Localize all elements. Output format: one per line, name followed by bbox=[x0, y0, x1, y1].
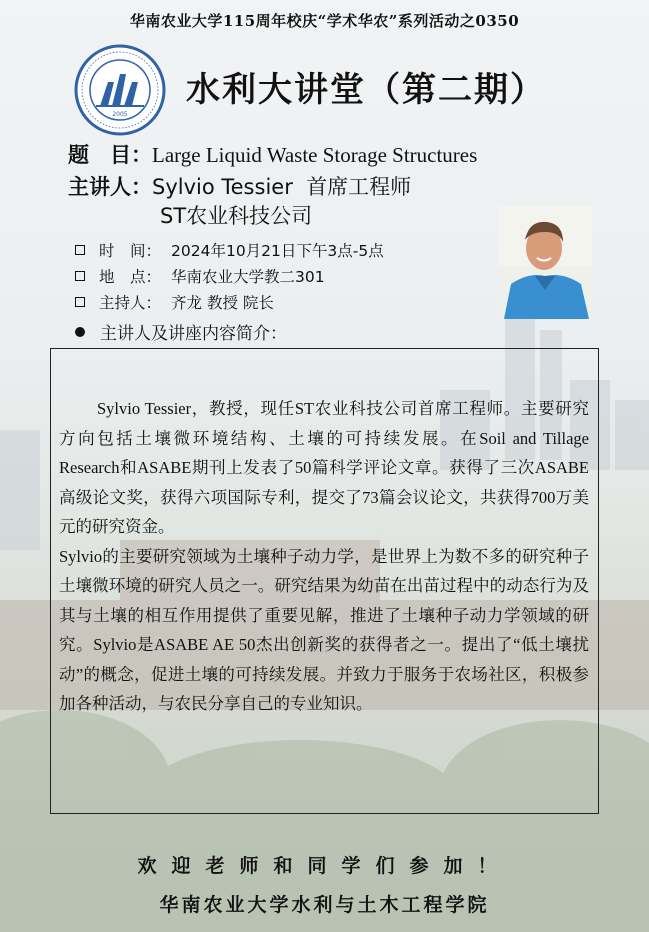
host-row bbox=[75, 291, 274, 313]
intro-heading: 主讲人及讲座内容简介： bbox=[100, 324, 287, 344]
speaker-label: 主讲人： bbox=[68, 175, 152, 199]
host-value: 齐龙 教授 院长 bbox=[171, 294, 274, 312]
speaker-bio bbox=[59, 394, 589, 719]
host-college: 华南农业大学水利与土木工程学院 bbox=[159, 894, 490, 916]
topic-value: Large Liquid Waste Storage Structures bbox=[152, 143, 478, 167]
speaker-role: 首席工程师 bbox=[306, 175, 412, 199]
time-row bbox=[75, 239, 384, 261]
university-logo bbox=[74, 44, 166, 136]
speaker-name: Sylvio Tessier bbox=[152, 175, 293, 199]
event-series-banner: 华南农业大学115周年校庆“学术华农”系列活动之0350 bbox=[129, 12, 520, 30]
square-bullet-icon bbox=[75, 271, 85, 281]
place-label: 地 点： bbox=[99, 268, 162, 286]
place-value: 华南农业大学教二301 bbox=[171, 268, 325, 286]
host-label: 主持人： bbox=[99, 294, 162, 312]
speaker-company: ST农业科技公司 bbox=[160, 204, 313, 228]
bio-paragraph-1: Sylvio Tessier，教授，现任ST农业科技公司首席工程师。主要研究方向包括土壤微环境结构、土壤的可持续发展。在Soil and Tillage Research和ASABE期刊上发表了50篇科学评论文章。获得了三次ASABE高级论文奖，获得六项国际专利，提交了73篇会议论文，共获得700万美元的研究资金。 bbox=[59, 399, 589, 536]
round-bullet-icon bbox=[75, 327, 85, 337]
logo-year: 2005 bbox=[112, 111, 128, 118]
time-label: 时 间： bbox=[99, 242, 162, 260]
speaker-photo bbox=[499, 206, 592, 319]
topic-label: 题 目： bbox=[68, 143, 152, 167]
welcome-message: 欢迎老师和同学们参加！ bbox=[137, 855, 512, 877]
intro-heading-row bbox=[75, 319, 287, 344]
topic-line bbox=[68, 139, 477, 169]
speaker-line bbox=[68, 171, 411, 201]
square-bullet-icon bbox=[75, 245, 85, 255]
square-bullet-icon bbox=[75, 297, 85, 307]
bio-paragraph-2: Sylvio的主要研究领域为土壤种子动力学，是世界上为数不多的研究种子土壤微环境的研究人员之一。研究结果为幼苗在出苗过程中的动态行为及其与土壤的相互作用提供了重要见解，推进了土壤种子动力学领域的研究。Sylvio是ASABE AE 50杰出创新奖的获得者之一。提出了“低土壤扰动”的概念，促进土壤的可持续发展。并致力于服务于农场社区，积极参加各种活动，与农民分享自己的专业知识。 bbox=[59, 546, 589, 713]
time-value: 2024年10月21日下午3点-5点 bbox=[171, 242, 384, 260]
place-row bbox=[75, 265, 325, 287]
lecture-title: 水利大讲堂（第二期） bbox=[186, 70, 546, 110]
